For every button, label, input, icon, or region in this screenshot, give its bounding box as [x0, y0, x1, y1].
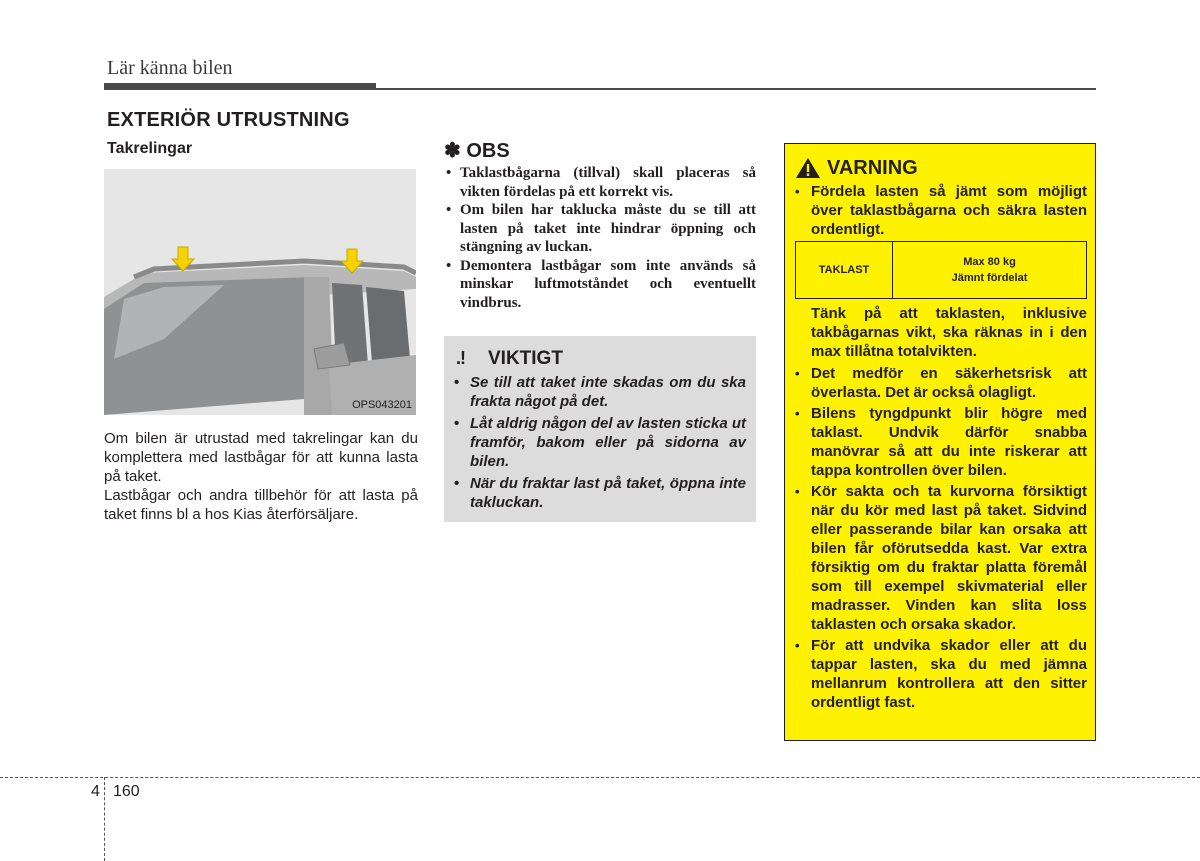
viktigt-list: [452, 373, 746, 515]
varning-after-table: [793, 304, 1087, 361]
body-paragraph: Lastbågar och andra tillbehör för att lasta på taket finns bl a hos Kias återförsäljare.: [104, 487, 418, 523]
roof-load-table: [795, 241, 1087, 299]
obs-item: • Demontera lastbågar som inte används så minskar luftmotståndet och eventuellt vindbrus.: [444, 257, 756, 313]
obs-item: • Om bilen har taklucka måste du se till att lasten på taket inte hindrar öppning och stängning av luckan.: [444, 201, 756, 257]
viktigt-box: [444, 336, 756, 522]
varning-box: [784, 143, 1096, 741]
varning-item: • Bilens tyngdpunkt blir högre med taklast. Undvik därför snabba manövrar så att du inte riskerar att tappa kontrollen över bilen.: [793, 404, 1087, 480]
section-title: EXTERIÖR UTRUSTNING: [107, 109, 350, 131]
varning-item: • Kör sakta och ta kurvorna försiktigt när du kör med last på taket. Sidvind eller passerande bilar kan orsaka att bilen får oförutsedda kast. Var extra försiktig om du fraktar platta föremål som till exempel skivmaterial eller madrasser. Vinden kan slita loss taklasten och orsaka skador.: [793, 482, 1087, 634]
viktigt-item: • Se till att taket inte skadas om du ska frakta något på det.: [452, 373, 746, 411]
varning-item: • Det medför en säkerhetsrisk att överlasta. Det är också olagligt.: [793, 364, 1087, 402]
varning-item: • För att undvika skador eller att du tappar lasten, ska du med jämna mellanrum kontrollera att den sitter ordentligt fast.: [793, 636, 1087, 712]
warning-triangle-icon: [795, 157, 821, 179]
load-table-values: [893, 242, 1087, 299]
exclamation-icon: .!: [456, 348, 465, 368]
viktigt-title: VIKTIGT: [488, 348, 563, 369]
viktigt-item: • När du fraktar last på taket, öppna inte takluckan.: [452, 474, 746, 512]
footer-rule: [0, 777, 1200, 778]
side-window-rear: [366, 287, 410, 363]
obs-heading: [444, 138, 510, 163]
load-table-max: Max 80 kg: [963, 256, 1016, 268]
subsection-title: Takrelingar: [107, 140, 193, 157]
figure-code: OPS043201: [352, 399, 412, 411]
varning-list: [793, 364, 1087, 714]
varning-first-list: [793, 182, 1087, 239]
running-head: Lär känna bilen: [107, 57, 233, 79]
roof-rack-illustration: [104, 169, 416, 415]
body-paragraph: Om bilen är utrustad med takrelingar kan du komplettera med lastbågar för att kunna lasta på taket.: [104, 430, 418, 485]
footer-vertical-rule: [104, 777, 105, 861]
obs-list: [444, 164, 756, 312]
chapter-number: 4: [91, 783, 100, 800]
obs-title: OBS: [466, 140, 510, 162]
load-table-distribution: Jämnt fördelat: [951, 272, 1028, 284]
car-roof-drawing: [104, 169, 416, 415]
asterisk-icon: ✽: [444, 140, 461, 162]
varning-item: • Fördela lasten så jämt som möjligt över taklastbågarna och säkra lasten ordentligt.: [793, 182, 1087, 239]
varning-title: VARNING: [827, 157, 918, 179]
load-table-label: TAKLAST: [796, 242, 893, 299]
header-rule-thin: [376, 88, 1096, 90]
viktigt-item: • Låt aldrig någon del av lasten sticka ut framför, bakom eller på sidorna av bilen.: [452, 414, 746, 471]
page-number: 160: [113, 783, 140, 800]
body-text: [104, 429, 418, 524]
obs-item: • Taklastbågarna (tillval) skall placeras så vikten fördelas på ett korrekt vis.: [444, 164, 756, 201]
varning-note: Tänk på att taklasten, inklusive takbågarnas vikt, ska räknas in i den max tillåtna totalvikten.: [811, 305, 1087, 360]
header-rule-thick: [104, 83, 376, 90]
